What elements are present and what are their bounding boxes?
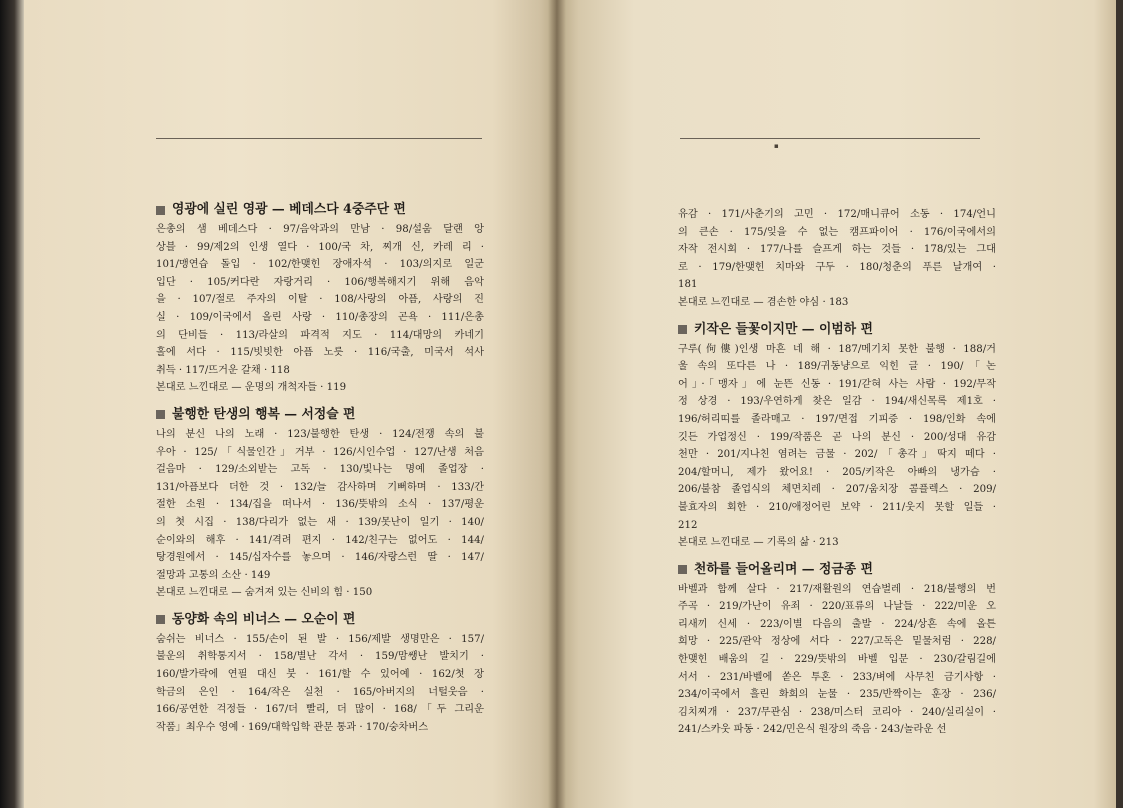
toc-entry-line: 불효자의 회한 · 210/애정어린 보약 · 211/웃지 못할 일들 ·: [678, 501, 996, 513]
toc-entry-line: 정 상경 · 193/우연하게 찾은 일감 · 194/새신목록 제1호 ·: [678, 396, 996, 408]
toc-entry-line: 241/스카웃 파동 · 242/민은식 원장의 죽음 · 243/놀라운 선: [678, 724, 947, 736]
toc-entry-line: 서서 · 231/바벨에 쏟은 투혼 · 233/벼에 사무친 금기사항 ·: [678, 671, 996, 683]
section-title-text: 키작은 들꽃이지만 — 이범하 편: [694, 321, 873, 337]
toc-entry-line: 절한 소원 · 134/집을 떠나서 · 136/뜻밖의 소식 · 137/평운: [156, 499, 484, 511]
toc-entry-line: 걸음마 · 129/소외받는 고독 · 130/빛나는 명예 졸업장 ·: [156, 464, 484, 476]
square-bullet-icon: [156, 206, 165, 215]
section-gap: [156, 602, 484, 610]
left-column: [156, 200, 484, 744]
toc-entry-line: 한맺힌 배움의 길 · 229/뜻밖의 바벨 입문 · 230/갈림길에: [678, 654, 996, 666]
toc-entry-line: 로 · 179/한맺힌 치마와 구두 · 180/청춘의 푸른 날개여 ·: [678, 261, 996, 273]
toc-entry-line: 234/이국에서 흘린 화희의 눈물 · 235/반짝이는 훈장 · 236/: [678, 689, 996, 701]
section-footer-line: 본대로 느낀대로 — 운명의 개척자들 · 119: [156, 382, 347, 394]
toc-entry-line: 204/할머니, 제가 왔어요! · 205/키작은 아빠의 냉가슴 ·: [678, 466, 996, 478]
toc-entry-line: 리새끼 신세 · 223/이별 다음의 출발 · 224/상흔 속에 올튼: [678, 618, 996, 630]
left-page: [24, 0, 556, 808]
toc-entry-line: 구루(佝僂)인생 마흔 네 해 · 187/메기치 못한 불행 · 188/거: [678, 343, 996, 355]
section-title: [156, 610, 484, 630]
section-title-text: 동양화 속의 비너스 — 오순이 편: [172, 611, 356, 627]
toc-entry-line: 을 · 107/절로 주자의 이탈 · 108/사랑의 아픔, 사랑의 진: [156, 294, 484, 306]
toc-entry-line: 순이와의 해후 · 141/격려 편지 · 142/친구는 없어도 · 144/: [156, 534, 484, 546]
section-title: [678, 320, 996, 340]
section-footer-line: 본대로 느낀대로 — 숨겨져 있는 신비의 힘 · 150: [156, 587, 373, 599]
section-gap: [678, 739, 996, 747]
toc-entry-line: 천만 · 201/지나친 염려는 금물 · 202/「총각」딱지 떼다 ·: [678, 449, 996, 461]
toc-entry-line: 실 · 109/이국에서 올린 사랑 · 110/총장의 곤욕 · 111/은총: [156, 311, 484, 323]
section-footer-line: 본대로 느낀대로 — 기록의 삶 · 213: [678, 537, 839, 549]
toc-entry-line: 어」·「맹자」에 눈뜬 신동 · 191/갇혀 사는 사람 · 192/무작: [678, 378, 996, 390]
toc-entry-line: 206/불참 졸업식의 체면치레 · 207/움치장 콤플렉스 · 209/: [678, 484, 996, 496]
toc-entry-line: 166/공연한 걱정들 · 167/더 빨리, 더 많이 · 168/「두 그리운: [156, 704, 484, 716]
square-bullet-icon: [156, 410, 165, 419]
section-gap: [678, 552, 996, 560]
print-mark: ▪: [774, 142, 779, 150]
header-rule-right: [680, 138, 980, 139]
section-title: [156, 200, 484, 220]
section-footer-line: 본대로 느낀대로 — 겸손한 야심 · 183: [678, 296, 849, 308]
section-title-text: 영광에 실린 영광 — 베데스다 4중주단 편: [172, 202, 406, 217]
toc-entry-line: 학금의 은인 · 164/작은 실천 · 165/아버지의 너털웃음 ·: [156, 686, 484, 698]
toc-entry-line: 숨쉬는 비너스 · 155/손이 된 발 · 156/제발 생명만은 · 157/: [156, 633, 484, 645]
toc-entry-line: 자작 전시회 · 177/나를 슬프게 하는 것들 · 178/있는 그대: [678, 244, 996, 256]
section-title: [678, 560, 996, 580]
square-bullet-icon: [156, 615, 165, 624]
header-rule-left: [156, 138, 482, 139]
toc-entry-line: 주곡 · 219/가난이 유죄 · 220/표류의 나날들 · 222/미운 오: [678, 601, 996, 613]
right-column: [678, 206, 996, 747]
toc-entry-line: 바벨과 함께 살다 · 217/재활원의 연습벌레 · 218/불행의 번: [678, 583, 996, 595]
toc-entry-line: 탕경원에서 · 145/십자수를 놓으며 · 146/자랑스런 딸 · 147/: [156, 552, 484, 564]
toc-entry-line: 작품」최우수 영예 · 169/대학입학 관문 통과 · 170/숭차버스: [156, 721, 429, 733]
toc-entry-line: 깃든 가업정신 · 199/작품은 곧 나의 분신 · 200/성대 유감: [678, 431, 996, 443]
toc-entry-line: 181: [678, 279, 698, 291]
toc-entry-line: 131/아픔보다 더한 것 · 132/늘 감사하며 기뻐하며 · 133/간: [156, 481, 484, 493]
page-edge-right: [1116, 0, 1123, 808]
square-bullet-icon: [678, 565, 687, 574]
section-title-text: 천하를 들어올리며 — 정금종 편: [694, 561, 873, 577]
toc-entry-line: 160/발가락에 연필 대신 붓 · 161/할 수 있어예 · 162/첫 장: [156, 669, 484, 681]
toc-entry-line: 우아 · 125/「식물인간」거부 · 126/시인수업 · 127/난생 처음: [156, 446, 484, 458]
section-title: [156, 405, 484, 425]
toc-entry-line: 의 첫 시집 · 138/다리가 없는 새 · 139/못난이 일기 · 140/: [156, 516, 484, 528]
square-bullet-icon: [678, 325, 687, 334]
section-title-text: 불행한 탄생의 행복 — 서정슬 편: [172, 406, 356, 422]
toc-entry-line: 의 큰손 · 175/잊을 수 없는 캠프파이어 · 176/이국에서의: [678, 226, 996, 238]
toc-entry-line: 불운의 취학통지서 · 158/별난 각서 · 159/맘쌩난 발치기 ·: [156, 651, 484, 663]
toc-entry-line: 은총의 샘 베데스다 · 97/음악과의 만남 · 98/설움 달랜 앙: [156, 224, 484, 235]
toc-entry-line: 101/맹연습 돌입 · 102/한맺힌 장애자석 · 103/의지로 일군: [156, 259, 484, 271]
toc-entry-line: 김치찌개 · 237/무관심 · 238/미스터 코리아 · 240/실리실이 ·: [678, 706, 996, 718]
toc-entry-line: 나의 분신 나의 노래 · 123/불행한 탄생 · 124/전쟁 속의 불: [156, 428, 484, 440]
book-binding-left: [0, 0, 24, 808]
section-gap: [678, 312, 996, 320]
toc-entry-line: 유감 · 171/사춘기의 고민 · 172/매니큐어 소동 · 174/언니: [678, 209, 996, 220]
toc-entry-line: 절망과 고통의 소산 · 149: [156, 569, 271, 581]
section-gap: [156, 397, 484, 405]
book-gutter: [548, 0, 566, 808]
toc-entry-line: 196/허리띠를 졸라매고 · 197/면접 기피증 · 198/인화 속에: [678, 413, 996, 425]
toc-entry-line: 취득 · 117/뜨거운 갈채 · 118: [156, 364, 290, 376]
toc-entry-line: 울 속의 또다른 나 · 189/귀동냥으로 익힌 글 · 190/「논: [678, 361, 996, 373]
toc-entry-line: 212: [678, 519, 698, 531]
toc-entry-line: 홀에 서다 · 115/빗빗한 아픔 노릇 · 116/국출, 미국서 석사: [156, 347, 484, 359]
toc-entry-line: 희망 · 225/관악 정상에 서다 · 227/고독은 밑물처럼 · 228/: [678, 636, 996, 648]
toc-entry-line: 의 단비들 · 113/라살의 파격적 지도 · 114/대망의 카네기: [156, 329, 484, 341]
right-page: [556, 0, 1116, 808]
toc-entry-line: 입단 · 105/커다란 자랑거리 · 106/행복해지기 위해 음악: [156, 276, 484, 288]
toc-entry-line: 상블 · 99/제2의 인생 열다 · 100/국 차, 찌개 신, 카레 리 ·: [156, 241, 484, 253]
section-gap: [156, 736, 484, 744]
